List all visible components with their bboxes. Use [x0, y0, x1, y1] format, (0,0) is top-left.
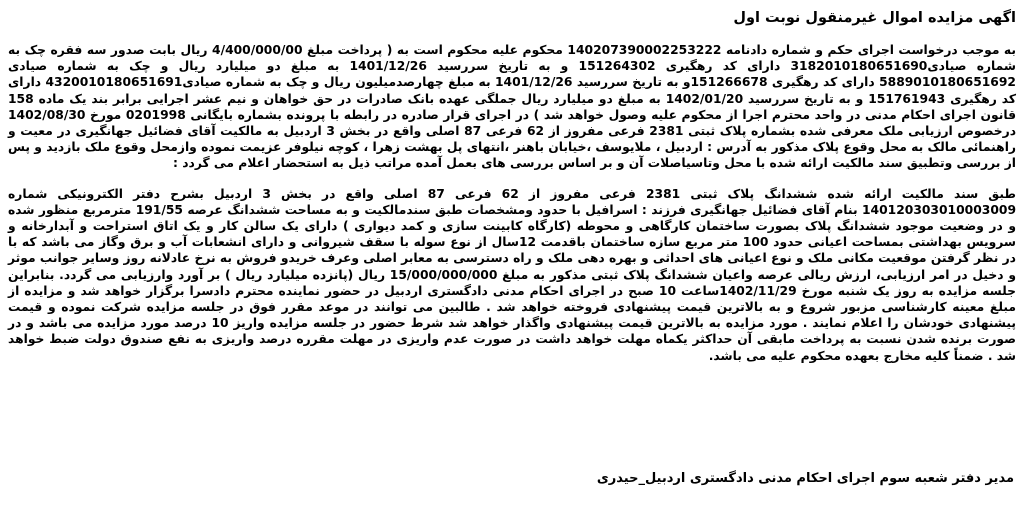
notice-paragraph-assessment: طبق سند مالکیت ارائه شده ششدانگ پلاک ثبتی 2381 فرعی مفروز از 62 فرعی 87 اصلی واقع در بخش 3 اردبیل بشرح دفتر الکترونیکی شماره 140120303010003009 بنام آقای فضائیل جهانگیری فرزند : اسرافیل با حدود ومشخصات طبق سندمالکیت و به مساحت ششدانگ عرصه 191/55 مترمربع منظور شده و در وضعیت موجود ششدانگ پلاک بصورت ساختمان کارگاهی و محوطه (کارگاه کابینت سازی و کمد دیواری ) دارای یک سالن کار و یک اتاق استراحت و آبدارخانه و سرویس بهداشتی بمساحت اعیانی حدود 100 متر مربع سازه ساختمان باقدمت 12سال از نوع سوله با سقف شیروانی و دارای انشعابات آب و برق وگاز می باشد که با در نظر گرفتن موقعیت مکانی ملک و نوع اعیانی های احداثی و بهره دهی ملک و راه دسترسی به معابر اصلی وعرف خریدو فروش به نرخ عادلانه روز وسایر جوانب موثر و دخیل در امر ارزیابی، ارزش ریالی عرصه واعیان ششدانگ پلاک ثبتی مذکور به مبلغ 15/000/000/000 ریال (پانزده میلیارد ریال ) بر آورد وارزیابی می گردد. بنابراین جلسه مزایده به روز یک شنبه مورخ 1402/11/29ساعت 10 صبح در اجرای احکام مدنی دادگستری اردبیل در حضور نماینده محترم دادسرا برگزار خواهد شد و مزایده از مبلغ معینه کارشناسی مزبور شروع و به بالاترین قیمت پیشنهادی فروخته خواهد شد . طالبین می توانند در موعد مقرر فوق در جلسه مزایده شرکت نموده و قیمت پیشنهادی خودشان را اعلام نمایند . مورد مزایده به بالاترین قیمت پیشنهادی واگذار خواهد شد شرط حضور در جلسه مزایده واریز 10 درصد مورد مزایده می باشد و در صورت برنده شدن نسبت به پرداخت مابقی آن حداکثر یکماه مهلت خواهد داشت در صورت عدم واریزی در مهلت مقرره درصد واریزی به نفع صندوق دولت ضبط خواهد شد . ضمناً کلیه مخارج بعهده محکوم علیه می باشد.: [8, 186, 1016, 363]
notice-signature: مدیر دفتر شعبه سوم اجرای احکام مدنی دادگستری اردبیل_حیدری: [596, 471, 1014, 486]
notice-title: اگهی مزایده اموال غیرمنقول نوبت اول: [733, 10, 1016, 26]
notice-paragraph-request: به موجب درخواست اجرای حکم و شماره دادنامه 140207390002253222 محکوم علیه محکوم است به ( پرداخت مبلغ 4/400/000/00 ریال بابت صدور سه فقره چک به شماره صیادی3182010180651690 دارای کد رهگیری 151264302 و به تاریخ سررسید 1401/12/26 به مبلغ دو میلیارد ریال و چک به شماره صیادی 5889010180651692 دارای کد رهگیری 151266678و به تاریخ سررسید 1401/12/26 به مبلغ چهارصدمیلیون ریال و چک به شماره صیادی4320010180651691 دارای کد رهگیری 151761943 و به تاریخ سررسید 1402/01/20 به مبلغ دو میلیارد ریال جملگی عهده بانک صادرات در حق خواهان و نیم عشر اجرایی برابر بند یک ماده 158 قانون اجرای احکام مدنی در واحد محترم اجرا از محکوم علیه وصول خواهد شد ) در اجرای قرار صادره در رابطه با پرونده بشماره بایگانی 0201998 مورخ 1402/08/30 درخصوص ارزیابی ملک معرفی شده بشماره پلاک ثبتی 2381 فرعی مفروز از 62 فرعی 87 اصلی واقع در بخش 3 اردبیل به مالکیت آقای فضائیل جهانگیری در معیت و راهنمائی مالک به محل وقوع پلاک مذکور به آدرس : اردبیل ، ملایوسف ،خیابان باهنر ،انتهای پل بهشت زهرا ، کوچه نیلوفر عزیمت نموده وازمحل وقوع ملک بازدید و پس از بررسی وتطبیق سند مالکیت ارائه شده با محل وتاسیاصلات آن و بر اساس بررسی های بعمل آمده مراتب ذیل به استحضار اعلام می گردد :: [8, 43, 1017, 171]
